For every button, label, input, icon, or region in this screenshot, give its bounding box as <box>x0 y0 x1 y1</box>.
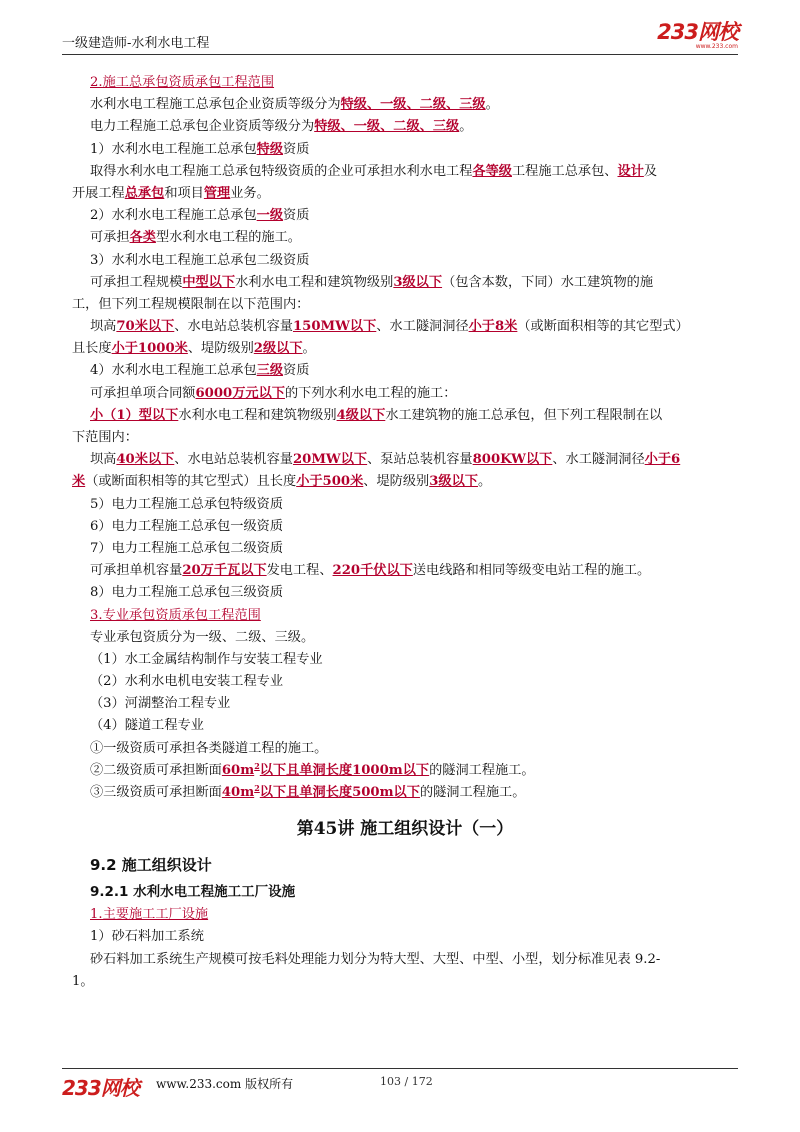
paragraph: 小（1）型以下水利水电工程和建筑物级别4级以下水工建筑物的施工总承包，但下列工程限制在以 <box>90 407 663 423</box>
paragraph: 开展工程总承包和项目管理业务。 <box>72 185 270 201</box>
paragraph: 1。 <box>72 973 94 989</box>
logo-url: www.233.com <box>695 43 738 50</box>
paragraph: 米（或断面积相等的其它型式）且长度小于500米、堤防级别3级以下。 <box>72 474 492 490</box>
paragraph: 坝高70米以下、水电站总装机容量150MW以下、水工隧洞洞径小于8米（或断面积相等的其它型式） <box>90 319 689 335</box>
paragraph: 且长度小于1000米、堤防级别2级以下。 <box>72 341 316 357</box>
header-title: 一级建造师-水利水电工程 <box>62 36 210 51</box>
paragraph: 可承担单项合同额6000万元以下的下列水利水电工程的施工： <box>90 385 457 401</box>
paragraph: （1）水工金属结构制作与安装工程专业 <box>90 651 323 667</box>
page-number: 103 / 172 <box>380 1075 433 1088</box>
paragraph: 专业承包资质分为一级、二级、三级。 <box>90 629 315 645</box>
lecture-title: 第45讲 施工组织设计（一） <box>296 819 514 840</box>
page-header <box>62 18 738 55</box>
footer-logo: 233网校 <box>62 1076 139 1100</box>
paragraph: 电力工程施工总承包企业资质等级分为特级、一级、二级、三级。 <box>90 119 473 135</box>
paragraph: 3）水利水电工程施工总承包二级资质 <box>90 252 310 268</box>
paragraph: （4）隧道工程专业 <box>90 718 204 734</box>
page-footer <box>62 1068 738 1100</box>
heading-9-2-1: 9.2.1 水利水电工程施工工厂设施 <box>90 884 296 901</box>
section-heading-3: 3.专业承包资质承包工程范围 <box>90 607 261 623</box>
section-heading-2: 2.施工总承包资质承包工程范围 <box>90 75 275 90</box>
paragraph: 7）电力工程施工总承包二级资质 <box>90 540 284 556</box>
document-body <box>72 72 738 993</box>
paragraph: 可承担工程规模中型以下水利水电工程和建筑物级别3级以下（包含本数，下同）水工建筑物的施 <box>90 274 654 290</box>
paragraph: 可承担单机容量20万千瓦以下发电工程、220千伏以下送电线路和相同等级变电站工程的施工。 <box>90 563 651 579</box>
paragraph: 6）电力工程施工总承包一级资质 <box>90 518 284 534</box>
paragraph: （3）河湖整治工程专业 <box>90 696 231 712</box>
paragraph: 2）水利水电工程施工总承包一级资质 <box>90 208 310 224</box>
paragraph: 1）水利水电工程施工总承包特级资质 <box>90 141 310 157</box>
copyright-text: www.233.com 版权所有 <box>156 1077 294 1091</box>
paragraph: 工，但下列工程规模限制在以下范围内： <box>72 296 310 312</box>
heading-9-2: 9.2 施工组织设计 <box>90 856 212 875</box>
paragraph: 下范围内： <box>72 430 138 445</box>
paragraph: （2）水利水电机电安装工程专业 <box>90 674 284 690</box>
paragraph: ①一级资质可承担各类隧道工程的施工。 <box>90 740 328 756</box>
paragraph: 8）电力工程施工总承包三级资质 <box>90 585 284 601</box>
section-heading-1: 1.主要施工工厂设施 <box>90 907 209 923</box>
paragraph: 4）水利水电工程施工总承包三级资质 <box>90 363 310 379</box>
paragraph: 5）电力工程施工总承包特级资质 <box>90 496 284 512</box>
logo-text: 233网校 <box>657 20 738 44</box>
paragraph: 砂石料加工系统生产规模可按毛料处理能力划分为特大型、大型、中型、小型，划分标准见表 9.2- <box>90 951 661 967</box>
paragraph: 可承担各类型水利水电工程的施工。 <box>90 230 301 246</box>
paragraph: 水利水电工程施工总承包企业资质等级分为特级、一级、二级、三级。 <box>90 97 499 113</box>
paragraph: 坝高40米以下、水电站总装机容量20MW以下、泵站总装机容量800KW以下、水工隧洞洞径小于6 <box>90 452 681 468</box>
brand-logo <box>657 22 738 50</box>
paragraph: 1）砂石料加工系统 <box>90 929 204 945</box>
paragraph: 取得水利水电工程施工总承包特级资质的企业可承担水利水电工程各等级工程施工总承包、设计及 <box>90 163 658 179</box>
paragraph: ③三级资质可承担断面$40m^2$以下且单洞长度500m以下的隧洞工程施工。 <box>90 783 526 800</box>
paragraph: ②二级资质可承担断面$60m^2$以下且单洞长度1000m以下的隧洞工程施工。 <box>90 760 535 778</box>
